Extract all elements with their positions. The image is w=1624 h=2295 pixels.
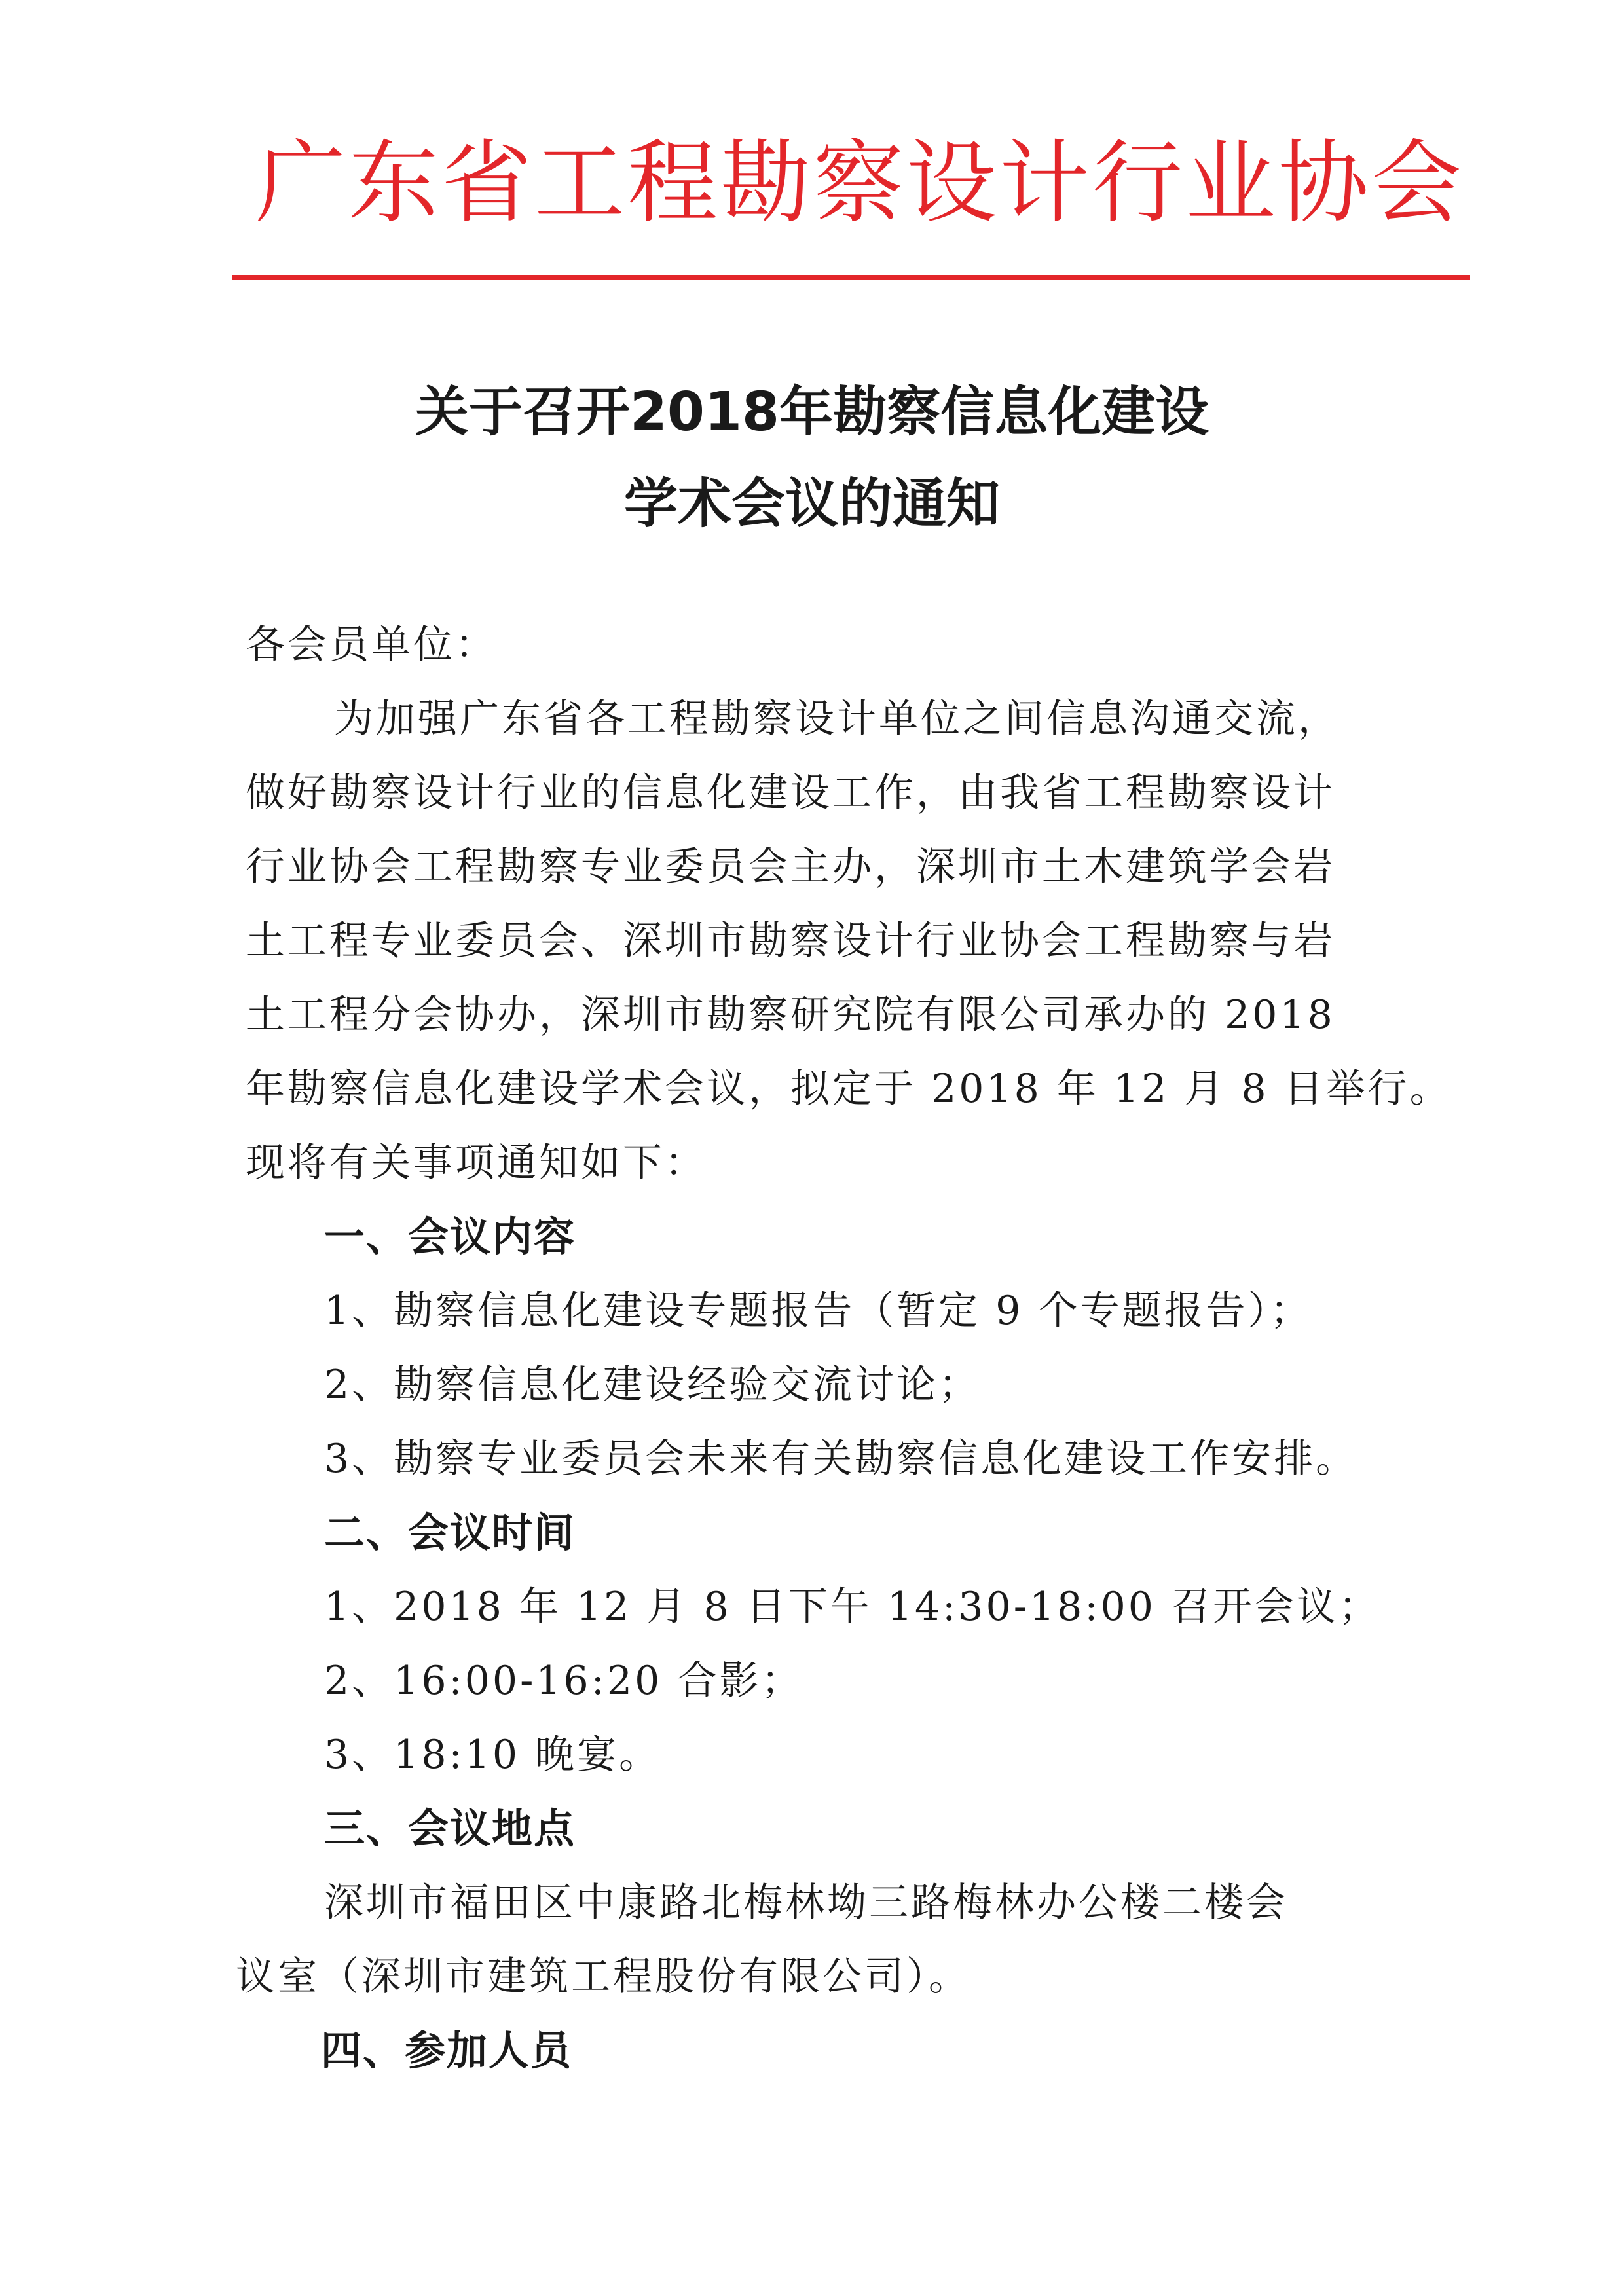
intro-line-2: 做好勘察设计行业的信息化建设工作，由我省工程勘察设计: [246, 770, 1335, 816]
content-item-2: 2、勘察信息化建设经验交流讨论；: [324, 1362, 981, 1408]
location-line-2: 议室（深圳市建筑工程股份有限公司）。: [236, 1954, 970, 2000]
time-item-1: 1、2018 年 12 月 8 日下午 14:30-18:00 召开会议；: [324, 1584, 1380, 1630]
time-item-2: 2、16:00-16:20 合影；: [324, 1658, 803, 1704]
intro-line-6: 年勘察信息化建设学术会议，拟定于 2018 年 12 月 8 日举行。: [246, 1066, 1452, 1112]
section-heading-attendees: 四、参加人员: [321, 2027, 573, 2074]
document-title-line-1: 关于召开2018年勘察信息化建设: [415, 381, 1209, 443]
section-heading-content: 一、会议内容: [324, 1213, 576, 1260]
content-item-1: 1、勘察信息化建设专题报告（暂定 9 个专题报告）；: [324, 1288, 1312, 1334]
location-line-1: 深圳市福田区中康路北梅林坳三路梅林办公楼二楼会: [324, 1880, 1288, 1926]
salutation: 各会员单位：: [246, 622, 497, 668]
intro-line-5: 土工程分会协办，深圳市勘察研究院有限公司承办的 2018: [246, 992, 1335, 1038]
document-title-line-2: 学术会议的通知: [623, 473, 1000, 535]
content-item-3: 3、勘察专业委员会未来有关勘察信息化建设工作安排。: [324, 1436, 1358, 1482]
section-heading-time: 二、会议时间: [324, 1509, 576, 1556]
letterhead-red-rule: [232, 275, 1470, 280]
intro-line-3: 行业协会工程勘察专业委员会主办，深圳市土木建筑学会岩: [246, 844, 1335, 890]
intro-line-7: 现将有关事项通知如下：: [246, 1140, 707, 1186]
section-heading-location: 三、会议地点: [324, 1805, 576, 1852]
org-letterhead: 广东省工程勘察设计行业协会: [255, 130, 1465, 236]
time-item-3: 3、18:10 晚宴。: [324, 1732, 661, 1778]
intro-line-4: 土工程专业委员会、深圳市勘察设计行业协会工程勘察与岩: [246, 918, 1335, 964]
intro-line-1: 为加强广东省各工程勘察设计单位之间信息沟通交流，: [334, 696, 1340, 742]
